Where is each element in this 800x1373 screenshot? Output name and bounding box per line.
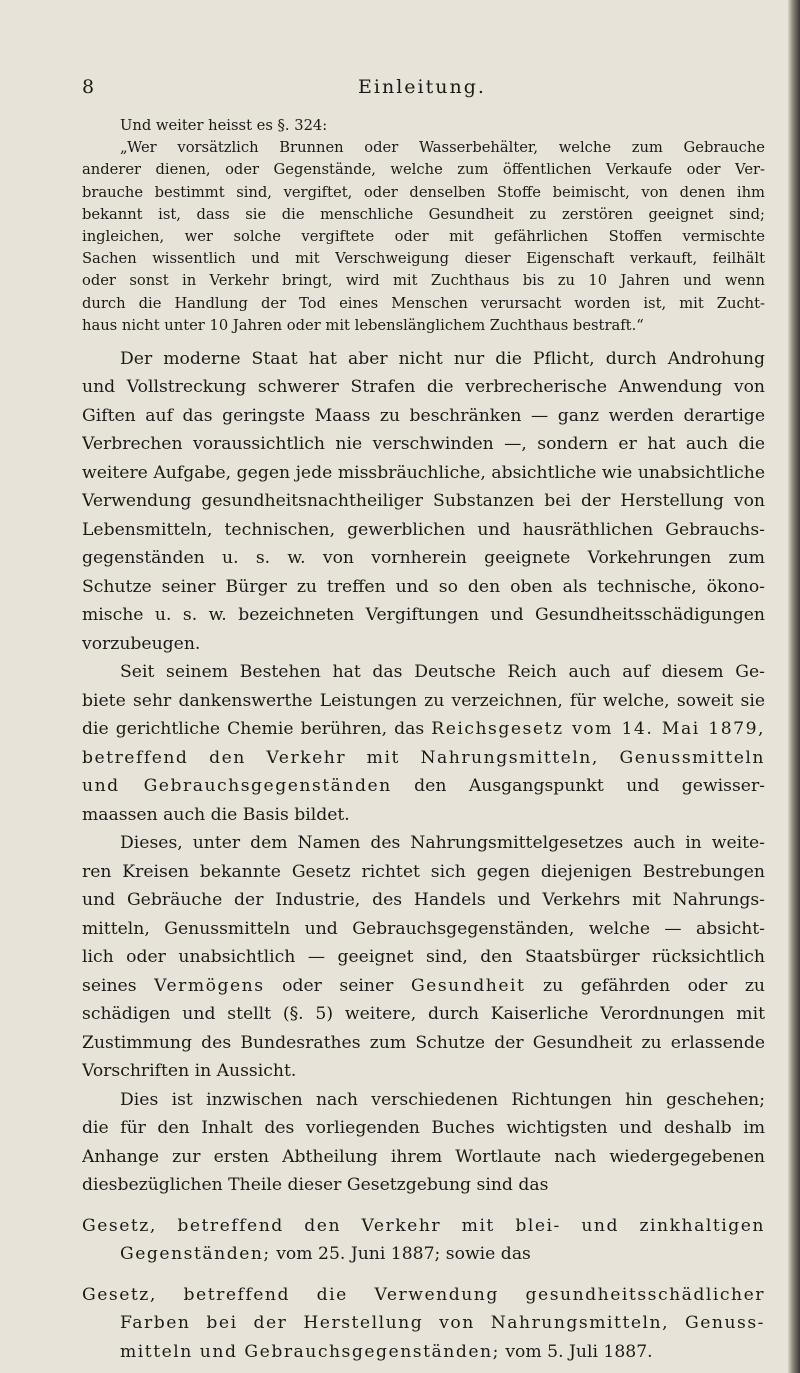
quote-line: brauche bestimmt sind, vergiftet, oder denselben Stoffe beimischt, von denen ihm [82,183,765,201]
paragraph-line: Zustimmung des Bundesrathes zum Schutze der Gesundheit zu erlassende [82,1032,765,1053]
paragraph-line: biete sehr dankenswerthe Leistungen zu verzeichnen, für welche, soweit sie [82,690,765,711]
paragraph-line: mische u. s. w. bezeichneten Vergiftungen und Gesundheitsschädigungen [82,605,765,626]
spaced-text: Gesetz, betreffend die Verwendung gesundheitsschädlicher [82,1284,765,1305]
paragraph-line [82,1338,765,1367]
paragraph-line: Seit seinem Bestehen hat das Deutsche Reich auch auf diesem Ge- [120,662,765,683]
paragraph-line [82,1240,765,1269]
paragraph-line: gegenständen u. s. w. von vornherein geeignete Vorkehrungen zum [82,548,765,569]
page-header [82,76,762,104]
paragraph-line: vorzubeugen. [82,633,201,654]
spaced-text: Gegenständen; [120,1244,271,1265]
paragraph-line: lich oder unabsichtlich — geeignet sind, den Staatsbürger rücksichtlich [82,947,765,968]
law-1 [82,1212,765,1269]
paragraph-line: mitteln, Genussmitteln und Gebrauchsgegenständen, welche — absicht- [82,918,765,939]
text-run: den Ausgangspunkt und gewisser- [391,776,765,797]
spaced-text: Reichsgesetz vom 14. Mai 1879, [431,719,765,740]
spaced-text: Gesundheit [410,975,526,996]
paragraph-line: Dieses, unter dem Namen des Nahrungsmittelgesetzes auch in weite- [120,833,765,854]
page-number: 8 [82,76,95,98]
paragraph-line: Schutze seiner Bürger zu treffen und so den oben als technische, ökono- [82,576,765,597]
text-run: vom 25. Juni 1887; sowie das [270,1244,531,1265]
spaced-text: Gesetz, betreffend den Verkehr mit blei- und zinkhaltigen [82,1215,765,1236]
paragraph-line: und Vollstreckung schwerer Strafen die verbrecherische Anwendung von [82,377,765,398]
paragraph-line [82,772,765,801]
paragraph-line [82,715,765,744]
paragraph-3 [82,829,765,1086]
paragraph-line: und Gebräuche der Industrie, des Handels und Verkehrs mit Nahrungs- [82,890,765,911]
paragraph-line: Giften auf das geringste Maass zu beschränken — ganz werden derartige [82,405,765,426]
paragraph-line: Verwendung gesundheitsnachtheiliger Substanzen bei der Herstellung von [82,491,765,512]
paragraph-line: Dies ist inzwischen nach verschiedenen Richtungen hin geschehen; [120,1089,765,1110]
paragraph-1 [82,345,765,659]
paragraph-line: Anhange zur ersten Abtheilung ihrem Wortlaute nach wiedergegebenen [82,1146,765,1167]
page-edge-shadow [788,0,800,1373]
spaced-text: Farben bei der Herstellung von Nahrungsmitteln, Genuss- [120,1313,765,1334]
quote-line: haus nicht unter 10 Jahren oder mit lebenslänglichem Zuchthaus bestraft.“ [82,316,644,334]
text-run: seines [82,975,155,996]
text-run: vom 5. Juli 1887. [499,1341,653,1362]
quote-line: Sachen wissentlich und mit Verschweigung dieser Eigenschaft verkauft, feilhält [82,250,765,268]
paragraph-line: diesbezüglichen Theile dieser Gesetzgebung sind das [82,1175,549,1196]
paragraph-line: Der moderne Staat hat aber nicht nur die Pflicht, durch Androhung [120,348,765,369]
quote-line: oder sonst in Verkehr bringt, wird mit Zuchthaus bis zu 10 Jahren und wenn [82,272,765,290]
text-run: die gerichtliche Chemie berühren, das [82,719,432,740]
quote-intro: Und weiter heisst es §. 324: [120,117,328,134]
running-head: Einleitung. [358,76,486,98]
quote-line: anderer dienen, oder Gegenstände, welche zum öffentlichen Verkaufe oder Ver- [82,161,765,179]
paragraph-line: ren Kreisen bekannte Gesetz richtet sich gegen diejenigen Bestrebungen [82,861,765,882]
law-2 [82,1281,765,1367]
spaced-text: und Gebrauchsgegenständen [82,776,392,797]
paragraph-line: Vorschriften in Aussicht. [82,1061,297,1082]
paragraph-line [82,972,765,1001]
spaced-text: mitteln und Gebrauchsgegenständen; [120,1341,500,1362]
paragraph-line: Verbrechen voraussichtlich nie verschwinden —, sondern er hat auch die [82,434,765,455]
quote-block [82,115,765,337]
paragraph-line: maassen auch die Basis bildet. [82,804,350,825]
quote-line: ingleichen, wer solche vergiftete oder mit gefährlichen Stoffen vermischte [82,227,765,245]
paragraph-line: weitere Aufgabe, gegen jede missbräuchliche, absichtliche wie unabsichtliche [82,462,765,483]
quote-line: bekannt ist, dass sie die menschliche Gesundheit zu zerstören geeignet sind; [82,205,765,223]
spaced-text: Vermögens [154,975,265,996]
paragraph-2 [82,658,765,829]
paragraph-4 [82,1086,765,1200]
paragraph-line: Lebensmitteln, technischen, gewerblichen und hausräthlichen Gebrauchs- [82,519,765,540]
text-run: oder seiner [264,975,411,996]
text-run: zu gefährden oder zu [525,975,765,996]
quote-line: „Wer vorsätzlich Brunnen oder Wasserbehälter, welche zum Gebrauche [120,139,765,157]
paragraph-line: die für den Inhalt des vorliegenden Buches wichtigsten und deshalb im [82,1118,765,1139]
spaced-text: betreffend den Verkehr mit Nahrungsmitteln, Genussmitteln [82,747,765,768]
quote-line: durch die Handlung der Tod eines Menschen verursacht worden ist, mit Zucht- [82,294,765,312]
paragraph-line: schädigen und stellt (§. 5) weitere, durch Kaiserliche Verordnungen mit [82,1004,765,1025]
text-block [82,115,765,1366]
